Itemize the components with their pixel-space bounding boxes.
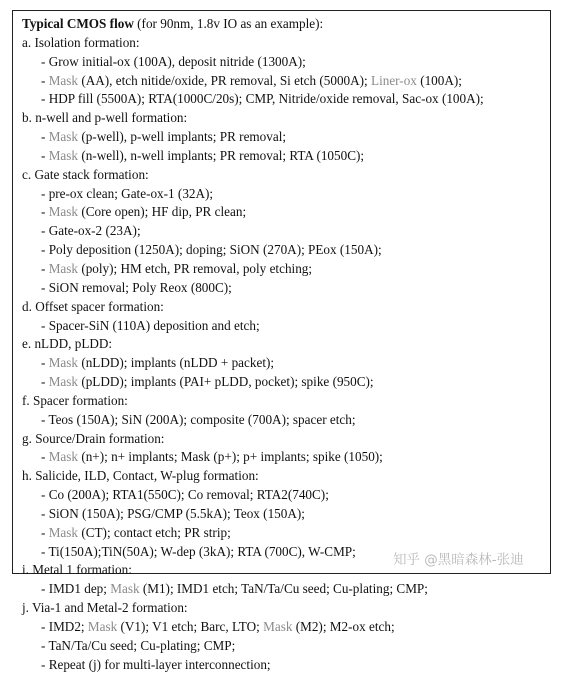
line-text: - HDP fill (5500A); RTA(1000C/20s); CMP, Nitride/oxide removal, Sac-ox (100A); — [41, 91, 484, 107]
highlighted-term: Mask — [48, 72, 79, 88]
line-text: a. Isolation formation: — [22, 34, 140, 50]
highlighted-term: Mask — [48, 524, 79, 540]
highlighted-term: Mask — [48, 129, 79, 145]
step-item — [22, 486, 550, 505]
step-item — [22, 53, 550, 72]
line-text: c. Gate stack formation: — [22, 166, 149, 182]
step-item — [22, 317, 550, 336]
step-item — [22, 656, 550, 675]
step-item — [22, 524, 550, 543]
line-text: (n-well), n-well implants; PR removal; RTA (1050C); — [78, 147, 365, 163]
line-text: (CT); contact etch; PR strip; — [78, 524, 231, 540]
line-text: (100A); — [416, 72, 462, 88]
step-item — [22, 185, 550, 204]
step-item — [22, 128, 550, 147]
step-item — [22, 411, 550, 430]
line-text: (AA), etch nitide/oxide, PR removal, Si etch (5000A); — [78, 72, 372, 88]
line-text: d. Offset spacer formation: — [22, 298, 164, 314]
line-text: e. nLDD, pLDD: — [22, 336, 113, 352]
step-item — [22, 580, 550, 599]
step-item — [22, 147, 550, 166]
line-text: - Spacer-SiN (110A) deposition and etch; — [41, 317, 260, 333]
step-item — [22, 241, 550, 260]
highlighted-term: Mask — [48, 147, 79, 163]
section-heading — [22, 599, 550, 618]
highlighted-term: Mask — [48, 449, 79, 465]
section-heading — [22, 467, 550, 486]
line-text: - — [41, 374, 49, 390]
process-flow-box — [12, 10, 551, 672]
title-bold-text: Typical CMOS flow — [22, 16, 134, 31]
highlighted-term: Mask — [48, 204, 79, 220]
highlighted-term: Liner-ox — [371, 72, 417, 88]
line-text: - IMD1 dep; — [41, 581, 111, 597]
line-text: (Core open); HF dip, PR clean; — [78, 204, 247, 220]
line-text: - — [41, 524, 49, 540]
line-text: - TaN/Ta/Cu seed; Cu-plating; CMP; — [41, 637, 236, 653]
line-text: - Poly deposition (1250A); doping; SiON (270A); PEox (150A); — [41, 242, 382, 258]
line-text: - Grow initial-ox (100A), deposit nitride (1300A); — [41, 53, 306, 69]
step-item — [22, 222, 550, 241]
step-item — [22, 279, 550, 298]
line-text: i. Metal 1 formation: — [22, 562, 132, 578]
highlighted-term: Mask — [48, 374, 79, 390]
section-heading — [22, 298, 550, 317]
step-item — [22, 618, 550, 637]
line-text: (p-well), p-well implants; PR removal; — [78, 129, 287, 145]
line-text: - — [41, 129, 49, 145]
line-text: - Ti(150A);TiN(50A); W-dep (3kA); RTA (700C), W-CMP; — [41, 543, 356, 559]
step-item — [22, 373, 550, 392]
line-text: - SiON removal; Poly Reox (800C); — [41, 279, 232, 295]
line-text: (M2); M2-ox etch; — [292, 619, 395, 634]
section-heading — [22, 34, 550, 53]
step-item — [22, 354, 550, 373]
line-text: b. n-well and p-well formation: — [22, 110, 188, 126]
line-text: - — [41, 147, 49, 163]
watermark-text: 知乎 @黑暗森林-张迪 — [393, 552, 524, 568]
line-text: - — [41, 204, 49, 220]
step-item — [22, 260, 550, 279]
line-text: - Teos (150A); SiN (200A); composite (700A); spacer etch; — [41, 411, 356, 427]
line-text: (nLDD); implants (nLDD + packet); — [78, 355, 275, 371]
section-heading — [22, 166, 550, 185]
highlighted-term: Mask — [48, 355, 79, 371]
line-text: - SiON (150A); PSG/CMP (5.5kA); Teox (150A); — [41, 505, 305, 521]
section-heading — [22, 430, 550, 449]
process-step-list — [22, 34, 550, 675]
step-item — [22, 90, 550, 109]
line-text: (pLDD); implants (PAI+ pLDD, pocket); spike (950C); — [78, 374, 374, 390]
highlighted-term: Mask — [110, 581, 140, 597]
line-text: - Co (200A); RTA1(550C); Co removal; RTA2(740C); — [41, 487, 329, 503]
line-text: f. Spacer formation: — [22, 392, 128, 408]
section-heading — [22, 109, 550, 128]
line-text: (M1); IMD1 etch; TaN/Ta/Cu seed; Cu-plating; CMP; — [139, 581, 428, 597]
section-heading — [22, 392, 550, 411]
line-text: - — [41, 260, 49, 276]
line-text: (n+); n+ implants; Mask (p+); p+ implants; spike (1050); — [78, 449, 383, 465]
line-text: - Repeat (j) for multi-layer interconnection; — [41, 656, 271, 672]
step-item — [22, 72, 550, 91]
line-text: g. Source/Drain formation: — [22, 430, 165, 446]
section-heading — [22, 335, 550, 354]
line-text: - pre-ox clean; Gate-ox-1 (32A); — [41, 185, 214, 201]
step-item — [22, 203, 550, 222]
step-item — [22, 637, 550, 656]
line-text: (poly); HM etch, PR removal, poly etching; — [78, 260, 313, 276]
highlighted-term: Mask — [263, 619, 293, 634]
line-text: - Gate-ox-2 (23A); — [41, 223, 141, 239]
line-text: (V1); V1 etch; Barc, LTO; — [117, 619, 264, 634]
line-text: h. Salicide, ILD, Contact, W-plug formation: — [22, 468, 259, 484]
title-rest-text: (for 90nm, 1.8v IO as an example): — [133, 16, 324, 31]
step-item — [22, 505, 550, 524]
line-text: j. Via-1 and Metal-2 formation: — [22, 600, 188, 616]
line-text: - — [41, 355, 49, 371]
highlighted-term: Mask — [48, 260, 79, 276]
line-text: - — [41, 449, 49, 465]
step-item — [22, 448, 550, 467]
line-text: - — [41, 72, 49, 88]
highlighted-term: Mask — [87, 619, 118, 634]
document-title — [22, 15, 550, 34]
line-text: - IMD2; — [41, 619, 88, 634]
